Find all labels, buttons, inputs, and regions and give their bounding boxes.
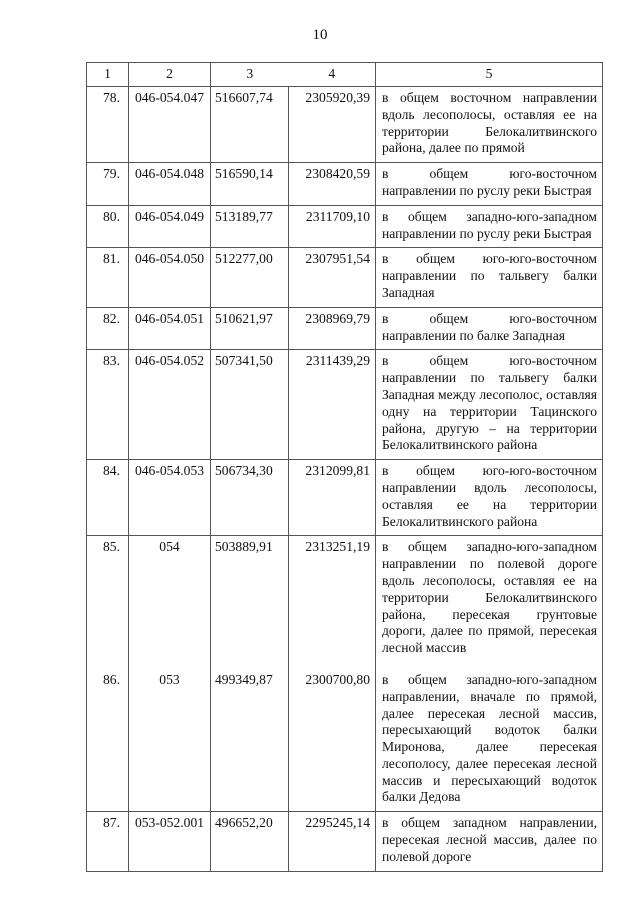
row-number: 79. [87,163,129,206]
boundary-description: в общем западном направлении, пересекая лесной массив, далее по полевой дороге [376,812,603,871]
coordinate-y: 2311709,10 [289,205,376,248]
row-number: 83. [87,350,129,460]
header-row [87,63,603,87]
coordinate-x: 496652,20 [211,812,289,871]
point-code: 053-052.001 [129,812,211,871]
table-row [87,812,603,871]
point-code: 046-054.051 [129,307,211,350]
point-code: 054 [129,536,211,662]
point-code: 046-054.050 [129,248,211,307]
boundary-description: в общем западно-юго-западном направлении по полевой дороге вдоль лесополосы, оставляя ее на территории Белокалитвинского района, пересекая грунтовые дороги, далее по прямой, пересекая лесной массив [376,536,603,662]
row-number: 81. [87,248,129,307]
row-number: 78. [87,87,129,163]
coordinate-x: 513189,77 [211,205,289,248]
coordinate-x: 503889,91 [211,536,289,662]
point-code: 046-054.049 [129,205,211,248]
coordinate-y: 2300700,80 [289,662,376,812]
coordinate-y: 2295245,14 [289,812,376,871]
point-code: 046-054.047 [129,87,211,163]
header-col-5: 5 [376,63,603,87]
coordinate-y: 2307951,54 [289,248,376,307]
coordinate-y: 2311439,29 [289,350,376,460]
row-number: 80. [87,205,129,248]
boundary-description: в общем юго-восточном направлении по руслу реки Быстрая [376,163,603,206]
row-number: 85. [87,536,129,662]
coordinate-x: 506734,30 [211,460,289,536]
boundary-points-table [86,62,603,872]
row-number: 82. [87,307,129,350]
point-code: 053 [129,662,211,812]
table-row [87,662,603,812]
coordinate-x: 507341,50 [211,350,289,460]
coordinate-y: 2312099,81 [289,460,376,536]
header-col-4: 4 [289,63,376,87]
point-code: 046-054.052 [129,350,211,460]
boundary-description: в общем западно-юго-западном направлении по руслу реки Быстрая [376,205,603,248]
table-row [87,163,603,206]
coordinate-y: 2308420,59 [289,163,376,206]
point-code: 046-054.053 [129,460,211,536]
header-col-3: 3 [211,63,289,87]
point-code: 046-054.048 [129,163,211,206]
row-number: 86. [87,662,129,812]
table-row [87,307,603,350]
coordinate-x: 516607,74 [211,87,289,163]
boundary-description: в общем юго-юго-восточном направлении вдоль лесополосы, оставляя ее на территории Белокалитвинского района [376,460,603,536]
table-row [87,536,603,662]
boundary-description: в общем юго-восточном направлении по тальвегу балки Западная между лесополос, оставляя одну на территории Тацинского района, другую – на территории Белокалитвинского района [376,350,603,460]
table-row [87,248,603,307]
row-number: 84. [87,460,129,536]
coordinate-y: 2308969,79 [289,307,376,350]
page-number: 10 [312,27,328,43]
table-row [87,350,603,460]
header-col-1: 1 [87,63,129,87]
coordinate-y: 2313251,19 [289,536,376,662]
row-number: 87. [87,812,129,871]
table-row [87,87,603,163]
table-row [87,205,603,248]
boundary-description: в общем юго-восточном направлении по балке Западная [376,307,603,350]
boundary-description: в общем восточном направлении вдоль лесополосы, оставляя ее на территории Белокалитвинского района, далее по прямой [376,87,603,163]
table-body [87,87,603,872]
boundary-description: в общем западно-юго-западном направлении, вначале по прямой, далее пересекая лесной массив, пересыхающий водоток балки Миронова, далее пересекая лесополосу, далее пересекая лесной массив и пересыхающий водоток балки Дедова [376,662,603,812]
coordinate-x: 512277,00 [211,248,289,307]
coordinate-x: 516590,14 [211,163,289,206]
coordinate-x: 510621,97 [211,307,289,350]
coordinate-x: 499349,87 [211,662,289,812]
table-header [87,63,603,87]
table-row [87,460,603,536]
boundary-description: в общем юго-юго-восточном направлении по тальвегу балки Западная [376,248,603,307]
header-col-2: 2 [129,63,211,87]
coordinate-y: 2305920,39 [289,87,376,163]
